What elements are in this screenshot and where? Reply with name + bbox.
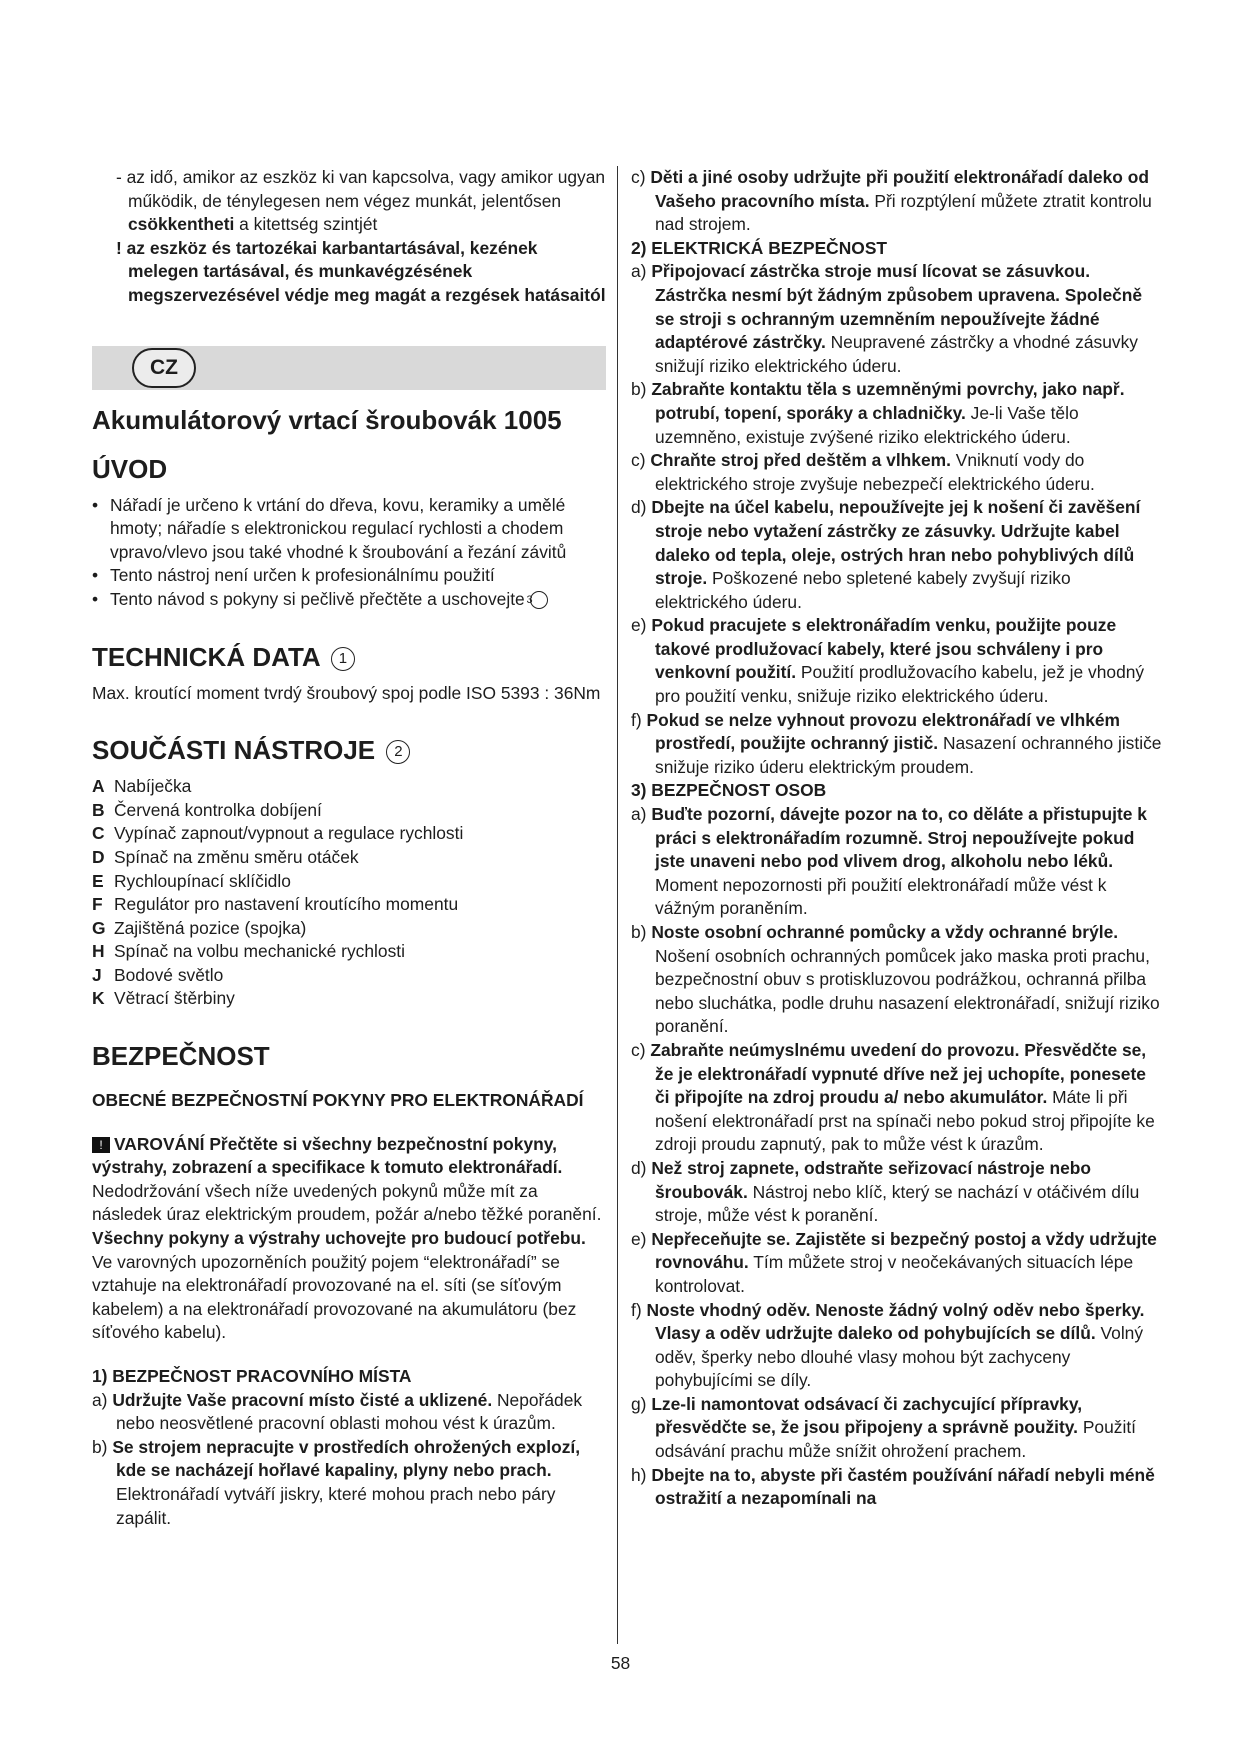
list-item: E Rychloupínací sklíčidlo — [92, 870, 291, 891]
electrical-item: a) Připojovací zástrčka stroje musí lícovat se zásuvkou. Zástrčka nesmí být žádným způsobem upravena. Společně se stroji s ochranným uzemněním nepoužívejte žádné adaptérové zástrčky. Neupravené zástrčky a vhodné zásuvky snižují riziko elektrického úderu. — [631, 261, 1143, 376]
intro-item-protect: ! az eszköz és tartozékai karbantartásával, kezének melegen tartásával, és munkavégzésének megszervezésével védje meg magát a rezgések hatásaitól — [116, 237, 606, 305]
parts-heading: SOUČÁSTI NÁSTROJE 2 — [92, 733, 606, 767]
persons-item: e) Nepřeceňujte se. Zajistěte si bezpečný postoj a vždy udržujte rovnováhu. Tím můžete stroj v neočekávaných situacích lépe kontrolovat. — [631, 1228, 1157, 1296]
persons-heading: 3) BEZPEČNOST OSOB — [631, 780, 827, 801]
electrical-item: d) Dbejte na účel kabelu, nepoužívejte jej k nošení či zavěšení stroje nebo vytažení zástrčky ze zásuvky. Udržujte kabel daleko od tepla, oleje, ostrých hran nebo pohyblivých dílů stroje. Poškozené nebo spletené kabely zvyšují riziko elektrického úderu. — [631, 497, 1141, 612]
list-item: A Nabíječka — [92, 776, 192, 797]
parts-list — [92, 775, 606, 1011]
tech-text: Max. kroutící moment tvrdý šroubový spoj podle ISO 5393 : 36Nm — [92, 682, 601, 703]
general-safety-heading: OBECNÉ BEZPEČNOSTNÍ POKYNY PRO ELEKTRONÁŘADÍ — [92, 1090, 584, 1111]
language-band — [92, 346, 606, 390]
list-item: F Regulátor pro nastavení kroutícího momentu — [92, 894, 459, 915]
electrical-item: c) Chraňte stroj před deštěm a vlhkem. Vniknutí vody do elektrického stroje zvyšuje nebezpečí elektrického úderu. — [631, 450, 1095, 494]
electrical-item: e) Pokud pracujete s elektronářadím venku, použijte pouze takové prodlužovací kabely, které jsou schváleny i pro venkovní použití. Použití prodlužovacího kabelu, jež je vhodný pro použití venku, snižuje riziko elektrického úderu. — [631, 615, 1145, 707]
warning-paragraph: ! VAROVÁNÍ Přečtěte si všechny bezpečnostní pokyny, výstrahy, zobrazení a specifikace k tomuto elektronářadí. Nedodržování všech níže uvedených pokynů může mít za následek úraz elektrickým proudem, požár a/nebo těžké poranění. Všechny pokyny a výstrahy uchovejte pro budoucí potřebu. Ve varovných upozorněních použitý pojem “elektronářadí” se vztahuje na elektronářadí provozované na el. síti (se síťovým kabelem) a na elektronářadí provozované na akumulátoru (bez síťového kabelu). — [92, 1133, 602, 1343]
uvod-list — [92, 494, 606, 612]
persons-item: h) Dbejte na to, abyste při častém používání nářadí nebyli méně ostražití a nezapomínali na — [631, 1464, 1155, 1509]
list-item: H Spínač na volbu mechanické rychlosti — [92, 941, 405, 962]
left-column — [92, 166, 606, 1530]
safety-heading: BEZPEČNOST — [92, 1041, 270, 1072]
list-item: J Bodové světlo — [92, 964, 224, 985]
persons-item: b) Noste osobní ochranné pomůcky a vždy ochranné brýle. Nošení osobních ochranných pomůcek jako maska proti prachu, bezpečnostní obuv s protiskluzovou podrážkou, ochranná přilba nebo sluchátka, podle druhu nasazení elektronářadí, snižují riziko poranění. — [631, 922, 1160, 1037]
figure-ref: 2 — [386, 740, 410, 764]
list-item: B Červená kontrolka dobíjení — [92, 799, 322, 820]
workplace-item: b) Se strojem nepracujte v prostředích ohrožených explozí, kde se nacházejí hořlavé kapaliny, plyny nebo prach. Elektronářadí vytváří jiskry, které mohou prach nebo páry zapálit. — [92, 1436, 581, 1528]
persons-item: c) Zabraňte neúmyslnému uvedení do provozu. Přesvědčte se, že je elektronářadí vypnuté dříve než jej uchopíte, ponesete či připojíte na zdroj proudu a/ nebo akumulátor. Máte li při nošení elektronářadí prst na spínači nebo pokud stroj připojíte ke zdroji proudu zapnutý, pak to může vést k úrazům. — [631, 1039, 1155, 1155]
intro-item-idle-time: - az idő, amikor az eszköz ki van kapcsolva, vagy amikor ugyan működik, de ténylegesen nem végez munkát, jelentősen csökkentheti a kitettség szintjét — [116, 167, 606, 235]
persons-item: a) Buďte pozorní, dávejte pozor na to, co děláte a přistupujte k práci s elektronářadím rozumně. Stroj nepoužívejte pokud jste unaveni nebo pod vlivem drog, alkoholu nebo léků. Moment nepozornosti při použití elektronářadí může vést k vážným poraněním. — [631, 804, 1147, 919]
warning-icon: ! — [92, 1137, 110, 1153]
list-item: • Tento návod s pokyny si pečlivě přečtěte a uschovejte 3 — [92, 588, 606, 612]
list-item: • Tento nástroj není určen k profesionálnímu použití — [92, 564, 606, 588]
electrical-heading: 2) ELEKTRICKÁ BEZPEČNOST — [631, 237, 888, 258]
persons-item: f) Noste vhodný oděv. Nenoste žádný volný oděv nebo šperky. Vlasy a oděv udržujte daleko od pohybujících se dílů. Volný oděv, šperky nebo dlouhé vlasy mohou být zachyceny pohybujícími se díly. — [631, 1299, 1145, 1391]
workplace-heading: 1) BEZPEČNOST PRACOVNÍHO MÍSTA — [92, 1366, 412, 1386]
electrical-item: f) Pokud se nelze vyhnout provozu elektronářadí ve vlhkém prostředí, použijte ochranný jistič. Nasazení ochranného jističe snižuje riziko úderu elektrickým proudem. — [631, 709, 1162, 777]
workplace-item: a) Udržujte Vaše pracovní místo čisté a uklizené. Nepořádek nebo neosvětlené pracovní oblasti mohou vést k úrazům. — [92, 1389, 583, 1434]
tech-heading: TECHNICKÁ DATA 1 — [92, 640, 606, 674]
list-item: C Vypínač zapnout/vypnout a regulace rychlosti — [92, 823, 464, 844]
figure-ref: 1 — [331, 647, 355, 671]
persons-item: g) Lze-li namontovat odsávací či zachycující přípravky, přesvědčte se, že jsou připojeny a správně použity. Použití odsávání prachu může snížit ohrožení prachem. — [631, 1393, 1136, 1462]
list-item: • Nářadí je určeno k vrtání do dřeva, kovu, keramiky a umělé hmoty; nářadíe s elektronickou regulací rychlosti a chodem vpravo/vlevo jsou také vhodné k šroubování a řezání závitů — [92, 494, 606, 565]
uvod-heading: ÚVOD — [92, 453, 168, 484]
workplace-item: c) Děti a jiné osoby udržujte při použití elektronářadí daleko od Vašeho pracovního místa. Při rozptýlení můžete ztratit kontrolu nad strojem. — [631, 167, 1152, 235]
figure-ref: 3 — [530, 591, 548, 609]
list-item: G Zajištěná pozice (spojka) — [92, 917, 307, 938]
persons-item: d) Než stroj zapnete, odstraňte seřizovací nástroje nebo šroubovák. Nástroj nebo klíč, který se nachází v otáčivém dílu stroje, může vést k poranění. — [631, 1157, 1140, 1226]
list-item: K Větrací štěrbiny — [92, 988, 235, 1009]
product-title: Akumulátorový vrtací šroubovák 1005 — [92, 404, 562, 435]
page-number: 58 — [610, 1653, 631, 1673]
column-divider — [617, 166, 618, 1644]
list-item: D Spínač na změnu směru otáček — [92, 846, 359, 867]
electrical-item: b) Zabraňte kontaktu těla s uzemněnými povrchy, jako např. potrubí, topení, sporáky a chladničky. Je-li Vaše tělo uzemněno, existuje zvýšené riziko elektrického úderu. — [631, 379, 1125, 447]
right-column — [631, 166, 1162, 1511]
language-badge: CZ — [132, 348, 196, 388]
